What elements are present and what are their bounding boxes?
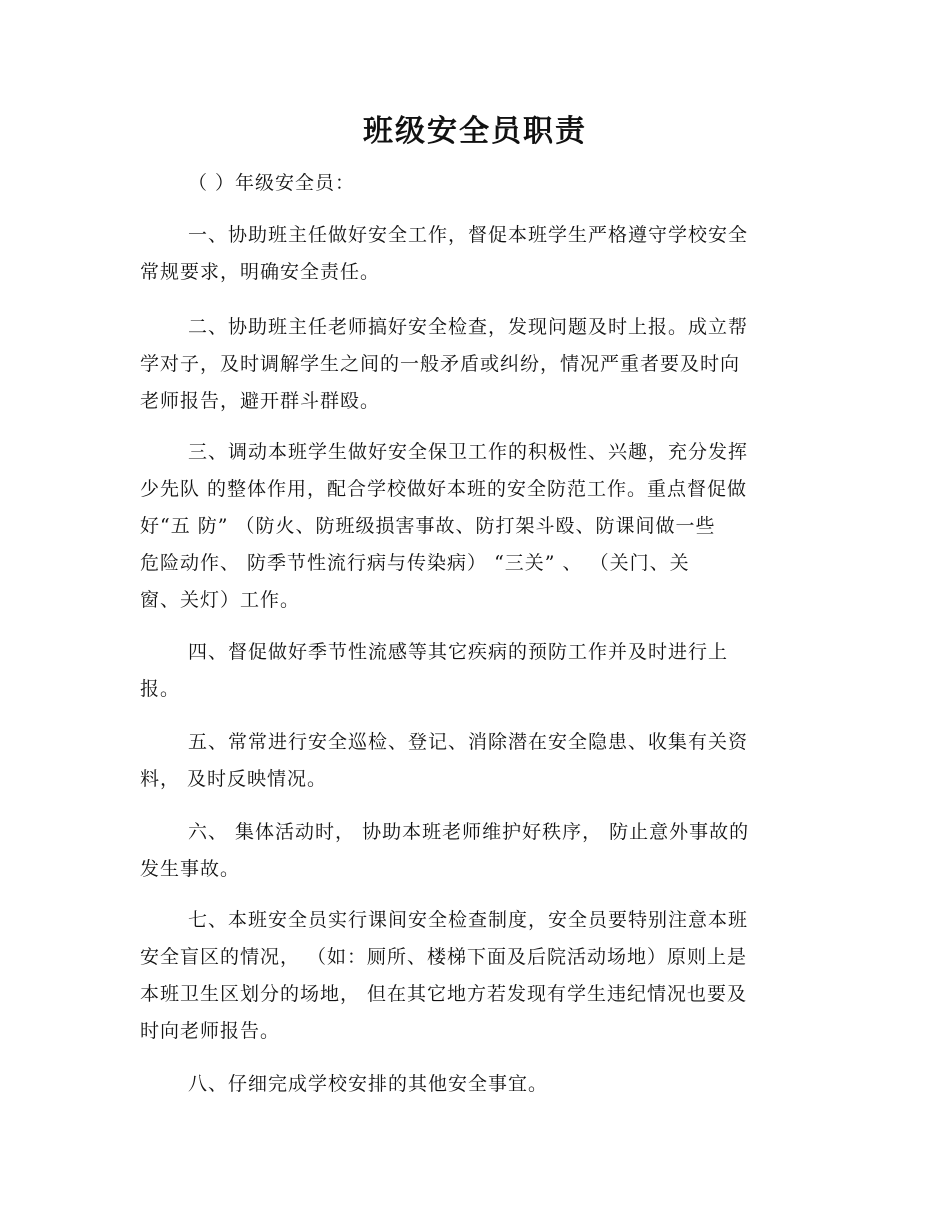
duty-paragraph-6 — [140, 814, 820, 888]
paragraph-line: 六、 集体活动时， 协助本班老师维护好秩序， 防止意外事故的 — [188, 821, 750, 843]
paragraph-line: 危险动作、 防季节性流行病与传染病） “三关” 、 （关门、关 — [140, 552, 690, 574]
paragraph-line: 四、督促做好季节性流感等其它疾病的预防工作并及时进行上 — [188, 641, 729, 663]
duty-paragraph-1 — [140, 217, 820, 291]
grade-safety-officer-label: （ ）年级安全员： — [188, 172, 356, 194]
duty-paragraph-2 — [140, 309, 820, 420]
paragraph-line: 窗、关灯）工作。 — [140, 589, 301, 611]
paragraph-line: 二、协助班主任老师搞好安全检查，发现问题及时上报。成立帮 — [188, 316, 749, 338]
paragraph-line: 时向老师报告。 — [140, 1020, 281, 1042]
paragraph-line: 少先队 的整体作用，配合学校做好本班的安全防范工作。重点督促做 — [140, 478, 748, 500]
paragraph-line: 五、常常进行安全巡检、登记、消除潜在安全隐患、收集有关资 — [188, 731, 749, 753]
paragraph-line: 八、仔细完成学校安排的其他安全事宜。 — [188, 1073, 549, 1095]
duty-paragraph-5 — [140, 724, 820, 798]
duty-paragraph-4 — [140, 634, 820, 708]
paragraph-line: 三、调动本班学生做好安全保卫工作的积极性、兴趣，充分发挥 — [188, 441, 749, 463]
paragraph-line: 安全盲区的情况， （如：厕所、楼梯下面及后院活动场地）原则上是 — [140, 946, 748, 968]
paragraph-line: 常规要求，明确安全责任。 — [140, 261, 381, 283]
paragraph-line: 一、协助班主任做好安全工作，督促本班学生严格遵守学校安全 — [188, 224, 749, 246]
paragraph-line: 料， 及时反映情况。 — [140, 768, 328, 790]
paragraph-line: 本班卫生区划分的场地， 但在其它地方若发现有学生违纪情况也要及 — [140, 983, 748, 1005]
paragraph-line: 老师报告，避开群斗群殴。 — [140, 390, 381, 412]
page-title: 班级安全员职责 — [363, 114, 587, 149]
duty-paragraph-8 — [140, 1066, 820, 1103]
paragraph-line: 发生事故。 — [140, 858, 241, 880]
paragraph-line: 七、本班安全员实行课间安全检查制度，安全员要特别注意本班 — [188, 909, 749, 931]
paragraph-line: 好“五 防” （防火、防班级损害事故、防打架斗殴、防课间做一些 — [140, 515, 716, 537]
duty-paragraph-3 — [140, 434, 820, 619]
paragraph-line: 报。 — [140, 678, 181, 700]
paragraph-line: 学对子，及时调解学生之间的一般矛盾或纠纷，情况严重者要及时向 — [140, 353, 741, 375]
duty-paragraph-7 — [140, 902, 820, 1050]
